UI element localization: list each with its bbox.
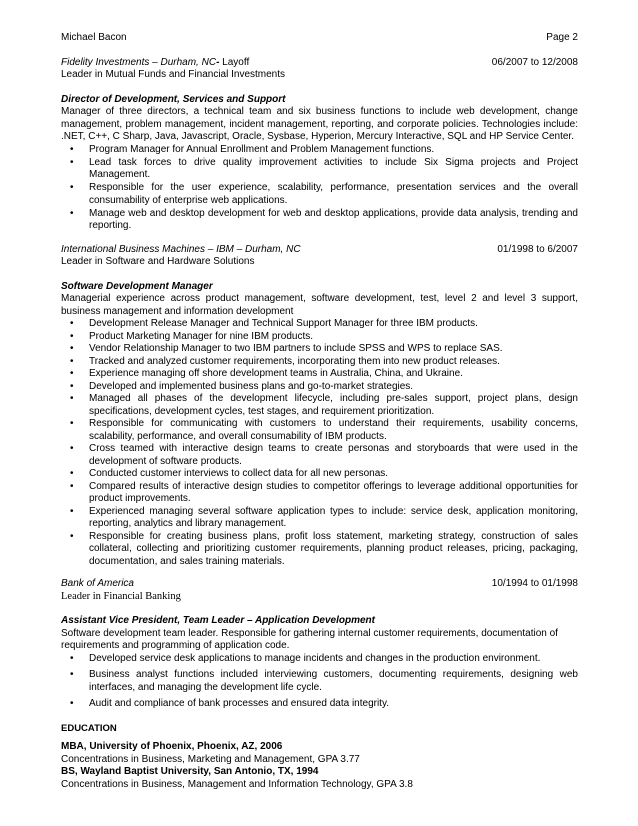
list-item: • Product Marketing Manager for nine IBM products. <box>61 331 578 344</box>
job-title: Software Development Manager <box>61 280 213 292</box>
job-title: Director of Development, Services and Support <box>61 93 286 105</box>
job-subtitle: Leader in Financial Banking <box>61 590 181 602</box>
page-number: Page 2 <box>546 32 578 43</box>
list-item: • Business analyst functions included interviewing customers, documenting requirements, designing web interfaces, and managing the development life cycle. <box>61 669 578 694</box>
job-dates: 06/2007 to 12/2008 <box>491 56 578 68</box>
job-subtitle: Leader in Mutual Funds and Financial Investments <box>61 69 286 80</box>
list-item: • Audit and compliance of bank processes and ensured data integrity. <box>61 698 578 711</box>
degree: BS, Wayland Baptist University, San Antonio, TX, 1994 <box>61 766 319 777</box>
job-bullets <box>61 144 578 233</box>
job-header <box>61 578 578 591</box>
job-subtitle: Leader in Software and Hardware Solutions <box>61 256 255 267</box>
list-item: • Experienced managing several software application types to include: service desk, application monitoring, reporting, analytics and library management. <box>61 506 578 531</box>
job-bullets <box>61 653 578 711</box>
list-item: • Compared results of interactive design studies to competitor offerings to leverage additional opportunities for product improvements. <box>61 481 578 506</box>
job-summary: Manager of three directors, a technical team and six business functions to include web development, change management, problem management, incident management, reporting, and corporate policies. Technologies include: .NET, C++, C Sharp, Java, Javascript, Oracle, Sysbase, Hyperion, Mercury Interactive, SQL and HP Service Center. <box>61 106 578 142</box>
list-item: • Tracked and analyzed customer requirements, incorporating them into new product releases. <box>61 356 578 369</box>
job-header <box>61 244 578 257</box>
resume-page <box>61 32 578 791</box>
job-company: Fidelity Investments – Durham, NC- Layoff <box>61 56 250 68</box>
list-item: • Experience managing off shore development teams in Australia, China, and Ukraine. <box>61 368 578 381</box>
job-title: Assistant Vice President, Team Leader – Application Development <box>61 615 375 626</box>
job-dates: 10/1994 to 01/1998 <box>491 578 578 589</box>
job-summary: Managerial experience across product management, software development, test, level 2 and level 3 support, business management and information development <box>61 293 578 317</box>
list-item: • Conducted customer interviews to collect data for all new personas. <box>61 468 578 481</box>
job-dates: 01/1998 to 6/2007 <box>497 243 578 255</box>
job-company: Bank of America <box>61 578 134 589</box>
degree-detail: Concentrations in Business, Management and Information Technology, GPA 3.8 <box>61 778 413 790</box>
job-header <box>61 57 578 70</box>
job-fidelity <box>61 57 578 233</box>
job-bullets <box>61 318 578 568</box>
job-company: International Business Machines – IBM – Durham, NC <box>61 243 301 255</box>
degree: MBA, University of Phoenix, Phoenix, AZ, 2006 <box>61 741 283 752</box>
list-item: • Managed all phases of the development lifecycle, including pre-sales support, project plans, design specifications, development cycles, test stages, and requirement prioritization. <box>61 393 578 418</box>
list-item: • Program Manager for Annual Enrollment and Problem Management functions. <box>61 144 578 157</box>
candidate-name: Michael Bacon <box>61 32 127 43</box>
education-heading: EDUCATION <box>61 722 117 734</box>
list-item: • Cross teamed with interactive design teams to create personas and storyboards that were used in the development of software products. <box>61 443 578 468</box>
list-item: • Development Release Manager and Technical Support Manager for three IBM products. <box>61 318 578 331</box>
job-bank-of-america <box>61 578 578 711</box>
education-section <box>61 723 578 792</box>
list-item: • Manage web and desktop development for web and desktop applications, provide data analysis, trending and reporting. <box>61 208 578 233</box>
job-ibm <box>61 244 578 569</box>
job-summary: Software development team leader. Responsible for gathering internal customer requirements, documentation of requirements and programming of application code. <box>61 627 558 651</box>
list-item: • Developed and implemented business plans and go-to-market strategies. <box>61 381 578 394</box>
list-item: • Responsible for creating business plans, profit loss statement, marketing strategy, construction of sales collateral, collecting and prioritizing customer requirements, planning product releases, pricing, packaging, documentation, and sales training materials. <box>61 531 578 569</box>
list-item: • Vendor Relationship Manager to two IBM partners to include SPSS and WPS to replace SAS. <box>61 343 578 356</box>
list-item: • Responsible for communicating with customers to understand their requirements, usability concerns, scalability, performance, and overall consumability of IBM products. <box>61 418 578 443</box>
degree-detail: Concentrations in Business, Marketing and Management, GPA 3.77 <box>61 753 360 765</box>
list-item: • Developed service desk applications to manage incidents and changes in the production environment. <box>61 653 578 666</box>
list-item: • Responsible for the user experience, scalability, performance, presentation services and the overall consumability of enterprise web applications. <box>61 182 578 207</box>
page-header <box>61 32 578 45</box>
list-item: • Lead task forces to drive quality improvement activities to include Six Sigma projects and Project Management. <box>61 157 578 182</box>
